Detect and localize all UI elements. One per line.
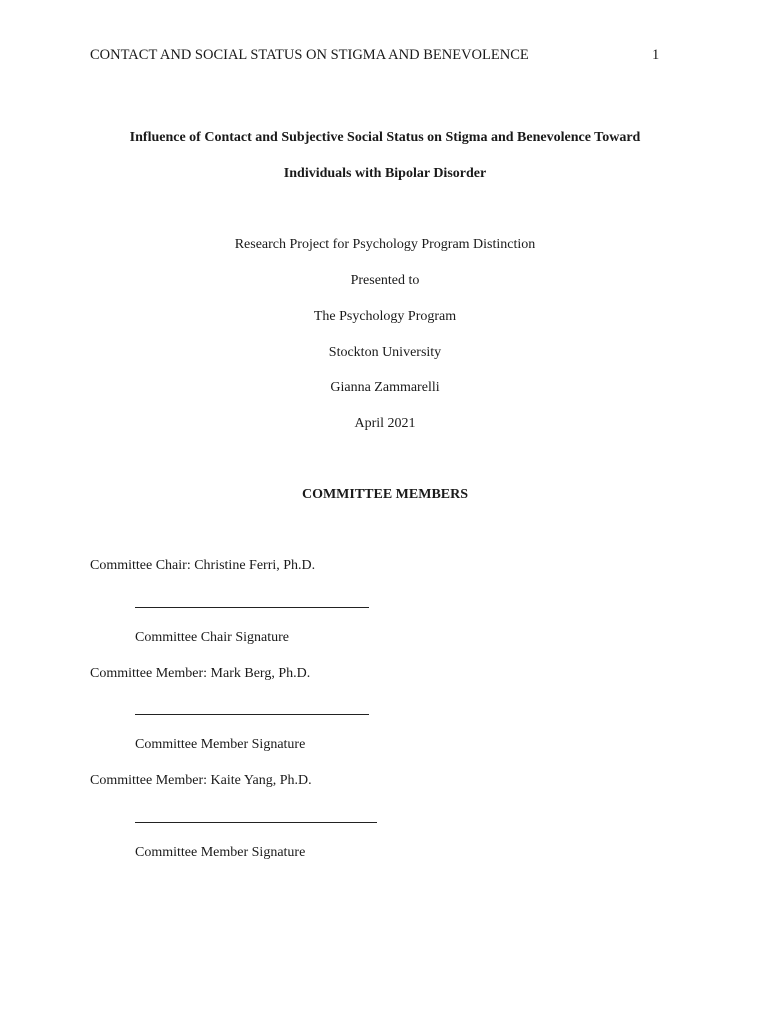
title-line-2: Individuals with Bipolar Disorder <box>283 166 487 181</box>
running-head: CONTACT AND SOCIAL STATUS ON STIGMA AND BENEVOLENCE <box>90 47 529 63</box>
committee-chair-name: Committee Chair: Christine Ferri, Ph.D. <box>90 558 316 573</box>
signature-label: Committee Member Signature <box>135 845 306 860</box>
signature-line <box>135 607 369 608</box>
signature-line <box>135 714 369 715</box>
presented-to-line: Presented to <box>350 273 420 288</box>
author-line: Gianna Zammarelli <box>330 380 440 395</box>
program-line: The Psychology Program <box>313 309 457 324</box>
purpose-line: Research Project for Psychology Program Distinction <box>234 237 536 252</box>
date-line: April 2021 <box>354 416 416 431</box>
committee-member-name: Committee Member: Kaite Yang, Ph.D. <box>90 773 312 788</box>
committee-heading: COMMITTEE MEMBERS <box>301 487 469 502</box>
university-line: Stockton University <box>328 345 442 360</box>
signature-label: Committee Member Signature <box>135 737 306 752</box>
committee-member-name: Committee Member: Mark Berg, Ph.D. <box>90 666 311 681</box>
page-number: 1 <box>652 47 660 63</box>
signature-line <box>135 822 377 823</box>
title-line-1: Influence of Contact and Subjective Social Status on Stigma and Benevolence Toward <box>129 130 641 145</box>
signature-label: Committee Chair Signature <box>135 630 289 645</box>
